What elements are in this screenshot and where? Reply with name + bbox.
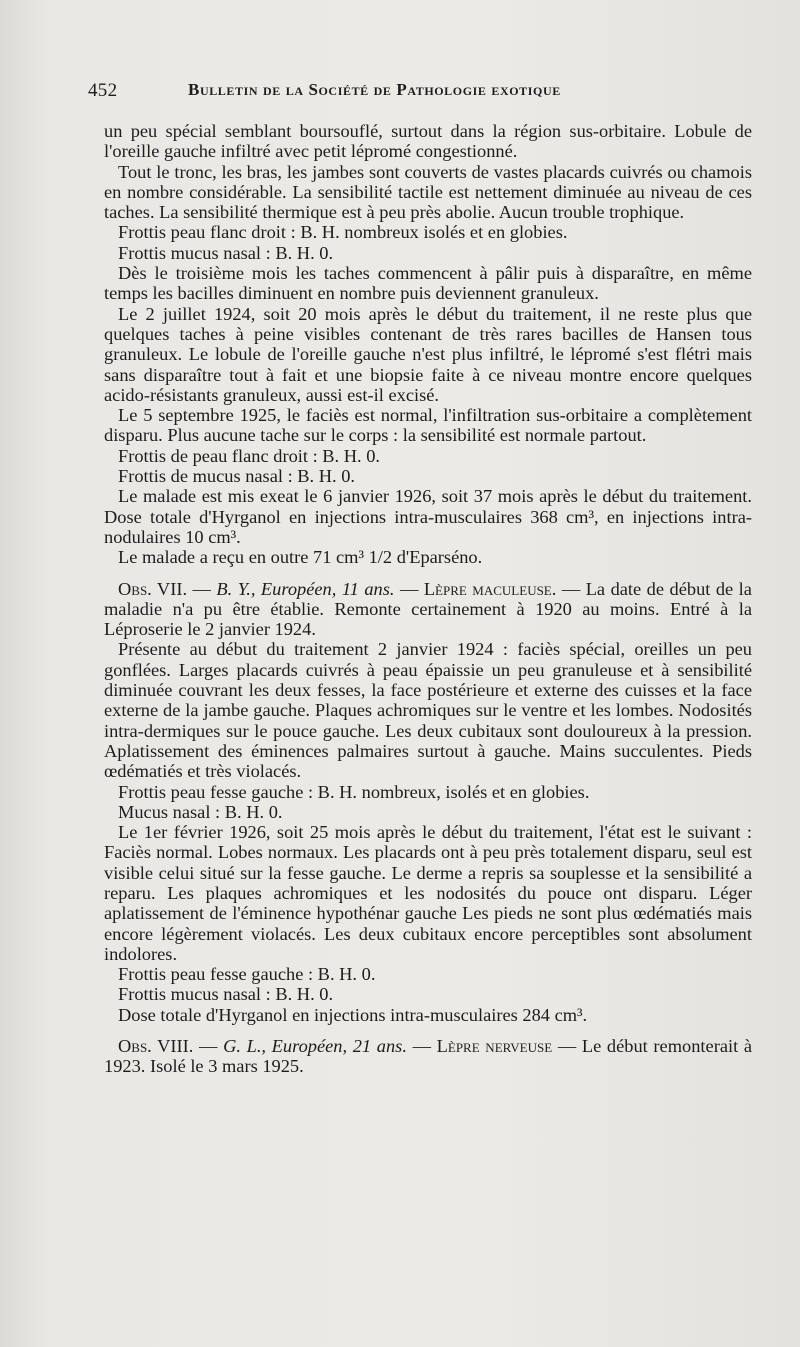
paragraph: Présente au début du traitement 2 janvier 1924 : faciès spécial, oreilles un peu gonflées. Larges placards cuivrés à peau épaissie un peu granuleuse et à sensibilité diminuée couvrant les deux fesses, la face postérieure et externe des cuisses et la face externe de la jambe gauche. Plaques achromiques sur le ventre et les lombes. Nodosités intra-dermiques sur le pouce gauche. Les deux cubitaux sont douloureux à la pression. Aplatissement des éminences palmaires surtout à gauche. Mains succulentes. Pieds œdématiés et très violacés. xyxy=(104,639,752,782)
paragraph: Le malade est mis exeat le 6 janvier 1926, soit 37 mois après le début du traitement. Dose totale d'Hyrganol en injections intra-musculaires 368 cm³, en injections intra-nodulaires 10 cm³. xyxy=(104,486,752,547)
paragraph: Frottis peau flanc droit : B. H. nombreux isolés et en globies. xyxy=(118,222,568,243)
obs-diagnosis: Lèpre nerveuse xyxy=(436,1036,553,1057)
page-number: 452 xyxy=(88,80,118,101)
body-text xyxy=(104,121,752,1077)
paragraph: Dès le troisième mois les taches commencent à pâlir puis à disparaître, en même temps les bacilles diminuent en nombre puis deviennent granuleux. xyxy=(104,263,752,304)
obs-intro: Le début remonterait à 1923. Isolé le 3 mars 1925. xyxy=(104,1036,753,1077)
paragraph: Mucus nasal : B. H. 0. xyxy=(118,801,283,822)
paragraph: Tout le tronc, les bras, les jambes sont couverts de vastes placards cuivrés ou chamois en nombre considérable. La sensibilité tactile est nettement diminuée au niveau de ces taches. La sensibilité thermique est à peu près abolie. Aucun trouble trophique. xyxy=(104,161,752,223)
obs-diagnosis: Lèpre maculeuse. xyxy=(423,578,557,599)
paragraph: Le 1er février 1926, soit 25 mois après le début du traitement, l'état est le suivant : Faciès normal. Lobes normaux. Les placards ont à peu près totalement disparu, seul est visible celui situé sur la fesse gauche. Le derme a repris sa souplesse et la sensibilité a reparu. Les plaques achromiques et les nodosités du pouce ont disparu. Léger aplatissement de l'éminence hypothénar gauche Les pieds ne sont plus œdématiés mais encore légèrement violacés. Les deux cubitaux encore perceptibles sont absolument indolores. xyxy=(104,822,752,964)
paragraph: Dose totale d'Hyrganol en injections intra-musculaires 284 cm³. xyxy=(118,1004,588,1025)
observation-heading-viii: Obs. VIII. — G. L., Européen, 21 ans. — Lèpre nerveuse — Le début remonterait à 1923. Isolé le 3 mars 1925. xyxy=(104,1036,753,1077)
obs-intro: La date de début de la maladie n'a pu être établie. Remonte certainement à 1920 au moins. Entré à la Léproserie le 2 janvier 1924. xyxy=(104,578,752,640)
paragraph: Frottis de mucus nasal : B. H. 0. xyxy=(118,466,356,487)
paragraph: Frottis mucus nasal : B. H. 0. xyxy=(118,242,334,263)
obs-label: Obs. VII. xyxy=(118,578,188,599)
paragraph: Frottis peau fesse gauche : B. H. nombreux, isolés et en globies. xyxy=(118,781,590,802)
obs-label: Obs. VIII. xyxy=(118,1036,194,1057)
paragraph: Le 2 juillet 1924, soit 20 mois après le début du traitement, il ne reste plus que quelques taches à peine visibles contenant de très rares bacilles de Hansen tous granuleux. Le lobule de l'oreille gauche n'est plus infiltré, le lépromé s'est flétri mais sans disparaître tout à fait et une biopsie faite à ce niveau montre encore quelques acido-résistants granuleux, aussi est-il excisé. xyxy=(104,303,752,405)
running-title: Bulletin de la Société de Pathologie exotique xyxy=(188,80,561,99)
paragraph: un peu spécial semblant boursouflé, surtout dans la région sus-orbitaire. Lobule de l'oreille gauche infiltré avec petit lépromé congestionné. xyxy=(104,121,752,162)
paragraph: Le malade a reçu en outre 71 cm³ 1/2 d'Eparséno. xyxy=(118,547,483,568)
obs-patient: G. L., Européen, 21 ans. xyxy=(223,1036,407,1057)
paragraph: Frottis de peau flanc droit : B. H. 0. xyxy=(118,445,381,466)
paragraph: Frottis peau fesse gauche : B. H. 0. xyxy=(118,964,376,985)
paragraph: Frottis mucus nasal : B. H. 0. xyxy=(118,984,334,1005)
observation-heading-vii: Obs. VII. — B. Y., Européen, 11 ans. — Lèpre maculeuse. — La date de début de la maladie n'a pu être établie. Remonte certainement à 1920 au moins. Entré à la Léproserie le 2 janvier 1924. xyxy=(104,578,752,640)
obs-patient: B. Y., Européen, 11 ans. xyxy=(216,578,395,599)
paragraph: Le 5 septembre 1925, le faciès est normal, l'infiltration sus-orbitaire a complètement disparu. Plus aucune tache sur le corps : la sensibilité est normale partout. xyxy=(104,405,752,446)
